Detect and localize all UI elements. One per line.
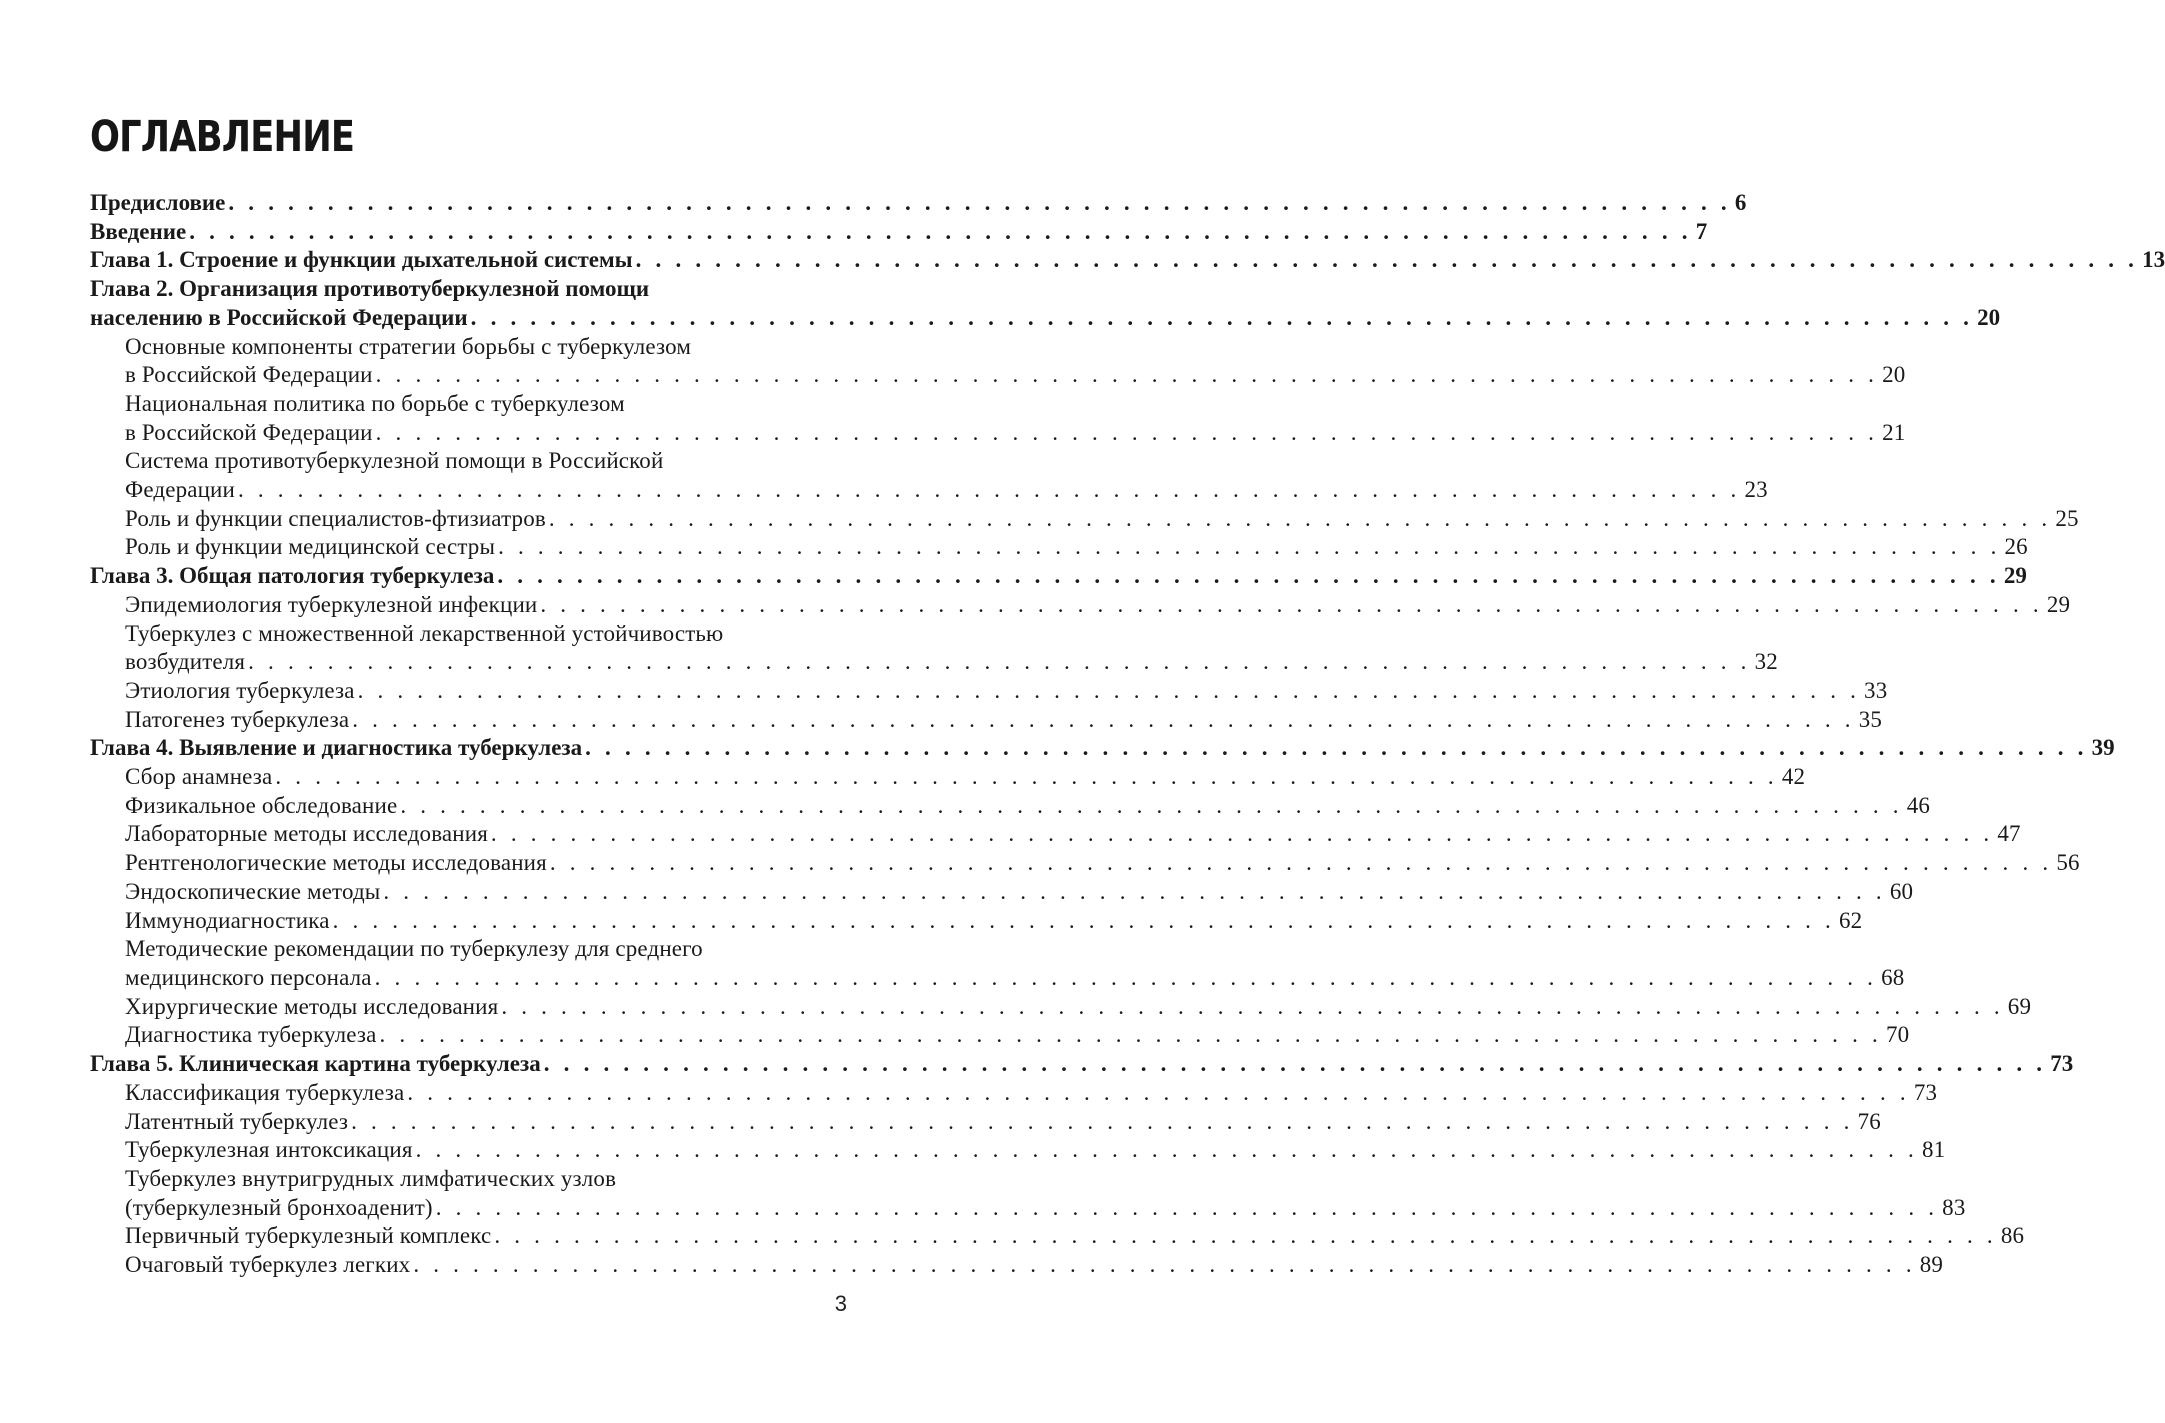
- dot-leader: . . . . . . . . . . . . . . . . . . . . . . . . . . . . . . . . . . . . . . . . . . . . . . . . . . . . . . . . . . . . . . . . . . . . . . . . . . . .: [498, 534, 2001, 560]
- toc-section-entry[interactable]: [90, 1136, 1946, 1165]
- toc-page-number: 13: [2142, 247, 2165, 273]
- toc-section-entry[interactable]: [90, 935, 1905, 992]
- toc-entry-title: Роль и функции специалистов-фтизиатров: [125, 505, 546, 531]
- toc-section-entry[interactable]: [90, 390, 1906, 447]
- toc-entry-title: Иммунодиагностика: [125, 907, 330, 933]
- dot-leader: . . . . . . . . . . . . . . . . . . . . . . . . . . . . . . . . . . . . . . . . . . . . . . . . . . . . . . . . . . . . . . . . . . . . . . . . . . . .: [585, 735, 2088, 761]
- toc-entry-title: Патогенез туберкулеза: [125, 706, 350, 732]
- dot-leader: . . . . . . . . . . . . . . . . . . . . . . . . . . . . . . . . . . . . . . . . . . . . . . . . . . . . . . . . . . . . . . . . . . . . . . . . . . . .: [497, 563, 2000, 589]
- toc-page-number: 6: [1734, 190, 1747, 215]
- toc-page-number: 68: [1881, 964, 1905, 990]
- dot-leader: . . . . . . . . . . . . . . . . . . . . . . . . . . . . . . . . . . . . . . . . . . . . . . . . . . . . . . . . . . . . . . . . . . . . . . . . . . . .: [332, 907, 1836, 933]
- toc-entry-title: Туберкулезная интоксикация: [125, 1137, 413, 1163]
- toc-entry-title: Сбор анамнеза: [125, 764, 273, 790]
- toc-chapter-entry[interactable]: [90, 218, 1708, 247]
- dot-leader: . . . . . . . . . . . . . . . . . . . . . . . . . . . . . . . . . . . . . . . . . . . . . . . . . . . . . . . . . . . . . . . . . . . . . . . . . . . .: [540, 591, 2043, 617]
- dot-leader: . . . . . . . . . . . . . . . . . . . . . . . . . . . . . . . . . . . . . . . . . . . . . . . . . . . . . . . . . . . . . . . . . . . . . . . . . . . .: [549, 850, 2053, 876]
- toc-entry-title: медицинского персонала: [125, 964, 372, 990]
- page-title: ОГЛАВЛЕНИЕ: [90, 112, 355, 162]
- toc-entry-title: в Российской Федерации: [125, 362, 373, 388]
- toc-page-number: 29: [2003, 563, 2027, 589]
- toc-entry-title: Федерации: [125, 477, 235, 503]
- toc-page-number: 33: [1864, 677, 1888, 703]
- toc-entry-title: (туберкулезный бронхоаденит): [125, 1194, 433, 1220]
- toc-entry-title: Латентный туберкулез: [125, 1108, 349, 1134]
- dot-leader: . . . . . . . . . . . . . . . . . . . . . . . . . . . . . . . . . . . . . . . . . . . . . . . . . . . . . . . . . . . . . . . . . . . . . . . . . . . .: [548, 505, 2052, 531]
- toc-entry-title: Введение: [90, 218, 187, 244]
- toc-section-entry[interactable]: [90, 1108, 1881, 1137]
- dot-leader: . . . . . . . . . . . . . . . . . . . . . . . . . . . . . . . . . . . . . . . . . . . . . . . . . . . . . . . . . . . . . . . . . . . . . . . . . . . .: [400, 792, 1903, 818]
- toc-page-number: 89: [1919, 1252, 1944, 1278]
- toc-entry-title: Очаговый туберкулез легких: [125, 1252, 411, 1278]
- toc-chapter-entry[interactable]: [90, 275, 2001, 332]
- toc-chapter-entry[interactable]: [90, 246, 2165, 275]
- toc-chapter-entry[interactable]: [90, 189, 1747, 218]
- toc-section-entry[interactable]: [90, 1021, 1910, 1050]
- dot-leader: . . . . . . . . . . . . . . . . . . . . . . . . . . . . . . . . . . . . . . . . . . . . . . . . . . . . . . . . . . . . . . . . . . . . . . . . . . . .: [357, 677, 1861, 703]
- toc-entry-title-line: Система противотуберкулезной помощи в Российской: [125, 448, 664, 474]
- toc-entry-title: Классификация туберкулеза: [125, 1079, 405, 1105]
- toc-page-number: 25: [2055, 505, 2079, 531]
- toc-page-number: 26: [2004, 534, 2028, 560]
- toc-entry-title: Предисловие: [90, 190, 226, 215]
- toc-page-number: 76: [1857, 1108, 1881, 1134]
- dot-leader: . . . . . . . . . . . . . . . . . . . . . . . . . . . . . . . . . . . . . . . . . . . . . . . . . . . . . . . . . . . . . . . . . . . . . . . . . . . .: [352, 706, 1855, 732]
- toc-section-entry[interactable]: [90, 677, 1888, 706]
- toc-page-number: 62: [1839, 907, 1863, 933]
- dot-leader: . . . . . . . . . . . . . . . . . . . . . . . . . . . . . . . . . . . . . . . . . . . . . . . . . . . . . . . . . . . . . . . . . . . . . . . . . . . .: [494, 1223, 1997, 1249]
- toc-page-number: 46: [1906, 792, 1931, 818]
- toc-entry-title-line: Туберкулез с множественной лекарственной устойчивостью: [125, 620, 724, 646]
- toc-entry-title: населению в Российской Федерации: [90, 304, 468, 330]
- toc-page-number: 32: [1754, 649, 1778, 675]
- toc-entry-title: Эндоскопические методы: [125, 878, 381, 904]
- toc-page-number: 56: [2056, 850, 2080, 876]
- toc-entry-title: Рентгенологические методы исследования: [125, 850, 547, 876]
- toc-entry-title: Этиология туберкулеза: [125, 677, 355, 703]
- toc-entry-title-line: Национальная политика по борьбе с туберкулезом: [125, 390, 625, 416]
- toc-entry-title: Роль и функции медицинской сестры: [125, 534, 496, 560]
- dot-leader: . . . . . . . . . . . . . . . . . . . . . . . . . . . . . . . . . . . . . . . . . . . . . . . . . . . . . . . . . . . . . . . . . . . . . . . . . . . .: [379, 1022, 1882, 1048]
- toc-entry-title: Эпидемиология туберкулезной инфекции: [125, 591, 538, 617]
- toc-section-entry[interactable]: [90, 533, 2028, 562]
- dot-leader: . . . . . . . . . . . . . . . . . . . . . . . . . . . . . . . . . . . . . . . . . . . . . . . . . . . . . . . . . . . . . . . . . . . . . . . . . . . .: [435, 1194, 1939, 1220]
- toc-page-number: 42: [1781, 764, 1806, 790]
- toc-entry-title-line: Туберкулез внутригрудных лимфатических узлов: [125, 1165, 617, 1191]
- toc-page-number: 23: [1744, 477, 1768, 503]
- toc-page-number: 83: [1942, 1194, 1966, 1220]
- dot-leader: . . . . . . . . . . . . . . . . . . . . . . . . . . . . . . . . . . . . . . . . . . . . . . . . . . . . . . . . . . . . . . . . . . . . . . . . . . . .: [228, 190, 1731, 215]
- toc-section-entry[interactable]: [90, 1222, 2025, 1251]
- dot-leader: . . . . . . . . . . . . . . . . . . . . . . . . . . . . . . . . . . . . . . . . . . . . . . . . . . . . . . . . . . . . . . . . . . . . . . . . . . . .: [383, 878, 1886, 904]
- toc-section-entry[interactable]: [90, 706, 1883, 735]
- toc-entry-title: Первичный туберкулезный комплекс: [125, 1223, 492, 1249]
- toc-section-entry[interactable]: [90, 591, 2071, 620]
- toc-entry-title: возбудителя: [125, 649, 246, 675]
- toc-section-entry[interactable]: [90, 907, 1863, 936]
- toc-page-number: 86: [2000, 1223, 2025, 1249]
- dot-leader: . . . . . . . . . . . . . . . . . . . . . . . . . . . . . . . . . . . . . . . . . . . . . . . . . . . . . . . . . . . . . . . . . . . . . . . . . . . .: [189, 218, 1692, 244]
- toc-entry-title: Хирургические методы исследования: [125, 993, 499, 1019]
- dot-leader: . . . . . . . . . . . . . . . . . . . . . . . . . . . . . . . . . . . . . . . . . . . . . . . . . . . . . . . . . . . . . . . . . . . . . . . . . . . .: [375, 362, 1879, 388]
- dot-leader: . . . . . . . . . . . . . . . . . . . . . . . . . . . . . . . . . . . . . . . . . . . . . . . . . . . . . . . . . . . . . . . . . . . . . . . . . . . .: [275, 764, 1778, 790]
- toc-section-entry[interactable]: [90, 878, 1914, 907]
- toc-entry-title: Лабораторные методы исследования: [125, 821, 488, 847]
- dot-leader: . . . . . . . . . . . . . . . . . . . . . . . . . . . . . . . . . . . . . . . . . . . . . . . . . . . . . . . . . . . . . . . . . . . . . . . . . . . .: [470, 304, 1974, 330]
- toc-page-number: 29: [2046, 591, 2071, 617]
- dot-leader: . . . . . . . . . . . . . . . . . . . . . . . . . . . . . . . . . . . . . . . . . . . . . . . . . . . . . . . . . . . . . . . . . . . . . . . . . . . .: [501, 993, 2004, 1019]
- toc-page-number: 70: [1885, 1022, 1910, 1048]
- dot-leader: . . . . . . . . . . . . . . . . . . . . . . . . . . . . . . . . . . . . . . . . . . . . . . . . . . . . . . . . . . . . . . . . . . . . . . . . . . . .: [407, 1079, 1910, 1105]
- toc-section-entry[interactable]: [90, 849, 2080, 878]
- dot-leader: . . . . . . . . . . . . . . . . . . . . . . . . . . . . . . . . . . . . . . . . . . . . . . . . . . . . . . . . . . . . . . . . . . . . . . . . . . . .: [374, 964, 1878, 990]
- toc-section-entry[interactable]: [90, 792, 1931, 821]
- toc-page-number: 73: [2050, 1051, 2074, 1077]
- page-number: 3: [834, 1291, 847, 1316]
- toc-chapter-entry[interactable]: [90, 562, 2027, 591]
- toc-section-entry[interactable]: [90, 620, 1778, 677]
- toc-page-number: 81: [1922, 1137, 1946, 1163]
- toc-page-number: 20: [1882, 362, 1906, 388]
- toc-entry-title-line: Основные компоненты стратегии борьбы с туберкулезом: [125, 333, 692, 359]
- toc-page-number: 7: [1695, 218, 1708, 244]
- toc-page-number: 39: [2091, 735, 2115, 761]
- dot-leader: . . . . . . . . . . . . . . . . . . . . . . . . . . . . . . . . . . . . . . . . . . . . . . . . . . . . . . . . . . . . . . . . . . . . . . . . . . . .: [635, 247, 2139, 273]
- toc-section-entry[interactable]: [90, 1251, 1944, 1280]
- dot-leader: . . . . . . . . . . . . . . . . . . . . . . . . . . . . . . . . . . . . . . . . . . . . . . . . . . . . . . . . . . . . . . . . . . . . . . . . . . . .: [375, 419, 1879, 445]
- toc-page-number: 35: [1858, 706, 1883, 732]
- toc-section-entry[interactable]: [90, 447, 1768, 504]
- toc-page-number: 60: [1889, 878, 1914, 904]
- dot-leader: . . . . . . . . . . . . . . . . . . . . . . . . . . . . . . . . . . . . . . . . . . . . . . . . . . . . . . . . . . . . . . . . . . . . . . . . . . . .: [248, 649, 1751, 675]
- toc-entry-title-line: Методические рекомендации по туберкулезу для среднего: [125, 936, 703, 962]
- toc-page-number: 20: [1977, 304, 2001, 330]
- toc-entry-title: Глава 3. Общая патология туберкулеза: [90, 563, 495, 589]
- toc-page-number: 73: [1913, 1079, 1938, 1105]
- toc-entry-title: в Российской Федерации: [125, 419, 373, 445]
- toc-entry-title: Физикальное обследование: [125, 792, 398, 818]
- toc-section-entry[interactable]: [90, 993, 2032, 1022]
- toc-page-number: 69: [2007, 993, 2032, 1019]
- toc-entry-title: Диагностика туберкулеза: [125, 1022, 377, 1048]
- toc-section-entry[interactable]: [90, 333, 1906, 390]
- toc-page-number: 21: [1882, 419, 1906, 445]
- dot-leader: . . . . . . . . . . . . . . . . . . . . . . . . . . . . . . . . . . . . . . . . . . . . . . . . . . . . . . . . . . . . . . . . . . . . . . . . . . . .: [543, 1051, 2047, 1077]
- dot-leader: . . . . . . . . . . . . . . . . . . . . . . . . . . . . . . . . . . . . . . . . . . . . . . . . . . . . . . . . . . . . . . . . . . . . . . . . . . . .: [415, 1137, 1919, 1163]
- toc-section-entry[interactable]: [90, 1165, 1966, 1222]
- toc-section-entry[interactable]: [90, 820, 2021, 849]
- toc-section-entry[interactable]: [90, 1079, 1938, 1108]
- dot-leader: . . . . . . . . . . . . . . . . . . . . . . . . . . . . . . . . . . . . . . . . . . . . . . . . . . . . . . . . . . . . . . . . . . . . . . . . . . . .: [351, 1108, 1854, 1134]
- toc-entry-title: Глава 5. Клиническая картина туберкулеза: [90, 1051, 541, 1077]
- toc-chapter-entry[interactable]: [90, 1050, 2074, 1079]
- toc-section-entry[interactable]: [90, 505, 2079, 534]
- toc-chapter-entry[interactable]: [90, 734, 2115, 763]
- toc-section-entry[interactable]: [90, 763, 1806, 792]
- dot-leader: . . . . . . . . . . . . . . . . . . . . . . . . . . . . . . . . . . . . . . . . . . . . . . . . . . . . . . . . . . . . . . . . . . . . . . . . . . . .: [413, 1252, 1916, 1278]
- toc-entry-title-line: Глава 2. Организация противотуберкулезной помощи: [90, 276, 650, 302]
- dot-leader: . . . . . . . . . . . . . . . . . . . . . . . . . . . . . . . . . . . . . . . . . . . . . . . . . . . . . . . . . . . . . . . . . . . . . . . . . . . .: [237, 477, 1741, 503]
- table-of-contents: [90, 189, 2165, 1280]
- toc-entry-title: Глава 1. Строение и функции дыхательной системы: [90, 247, 633, 273]
- toc-page-number: 47: [1997, 821, 2021, 847]
- dot-leader: . . . . . . . . . . . . . . . . . . . . . . . . . . . . . . . . . . . . . . . . . . . . . . . . . . . . . . . . . . . . . . . . . . . . . . . . . . . .: [490, 821, 1994, 847]
- toc-entry-title: Глава 4. Выявление и диагностика туберкулеза: [90, 735, 583, 761]
